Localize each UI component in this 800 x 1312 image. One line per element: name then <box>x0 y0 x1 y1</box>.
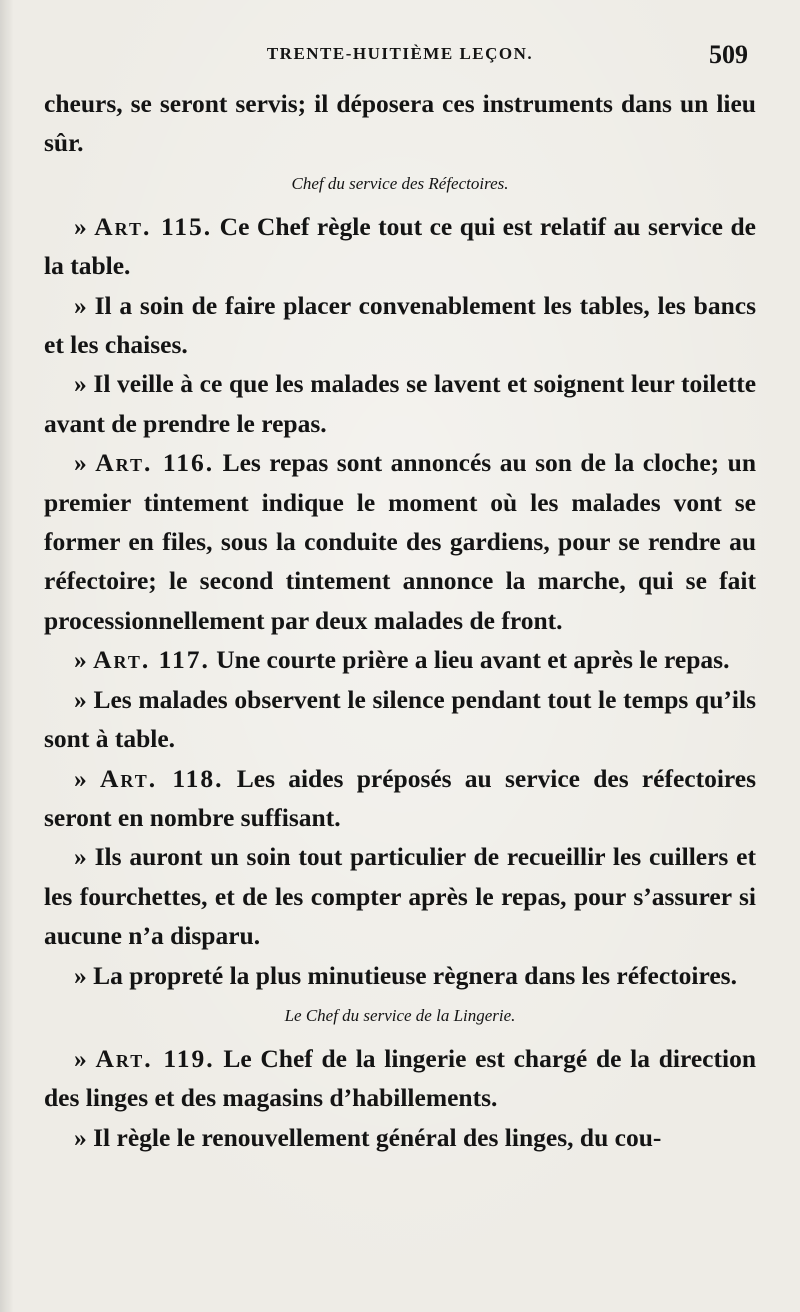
running-title: TRENTE-HUITIÈME LEÇON. <box>266 44 534 63</box>
paragraph: » Art. 116. Les repas sont annoncés au son de la cloche; un premier tintement indique le moment où les malades vont se former en files, sous la conduite des gardiens, pour se rendre au réfectoire; le second tintement annonce la marche, qui se fait processionnellement par deux malades de front. <box>44 448 757 635</box>
body-text <box>44 84 756 1157</box>
paragraph: cheurs, se seront servis; il déposera ces instruments dans un lieu sûr. <box>44 89 756 158</box>
article-label: Art. 115. <box>94 211 213 241</box>
paragraph: » Art. 119. Le Chef de la lingerie est chargé de la direction des linges et des magasins d’habillements. <box>44 1043 757 1113</box>
paragraph: » Ils auront un soin tout particulier de recueillir les cuillers et les fourchettes, et de les compter après le repas, pour s’assurer si aucune n’a disparu. <box>44 842 756 951</box>
paragraph: » Il a soin de faire placer convenablement les tables, les bancs et les chaises. <box>44 290 757 360</box>
article-label: Art. 116. <box>95 448 215 478</box>
paragraph: » Il veille à ce que les malades se lavent et soignent leur toilette avant de prendre le repas. <box>44 369 757 438</box>
article-label: Art. 117. <box>93 645 210 675</box>
paragraph: » Art. 117. Une courte prière a lieu avant et après le repas. <box>74 645 730 675</box>
page-number: 509 <box>709 40 748 69</box>
paragraph: » Art. 118. Les aides préposés au service des réfectoires seront en nombre suffisant. <box>44 763 757 832</box>
article-label: Art. 118. <box>99 763 224 793</box>
article-label: Art. 119. <box>95 1043 215 1073</box>
paragraph: » Les malades observent le silence pendant tout le temps qu’ils sont à table. <box>44 684 756 754</box>
section-heading: Chef du service des Réfectoires. <box>291 173 509 193</box>
paragraph: » Il règle le renouvellement général des linges, du cou- <box>74 1122 662 1152</box>
paragraph: » La propreté la plus minutieuse règnera dans les réfectoires. <box>74 960 737 990</box>
section-heading: Le Chef du service de la Lingerie. <box>284 1005 516 1025</box>
paragraph: » Art. 115. Ce Chef règle tout ce qui est relatif au service de la table. <box>44 211 756 281</box>
page-header <box>0 40 800 74</box>
